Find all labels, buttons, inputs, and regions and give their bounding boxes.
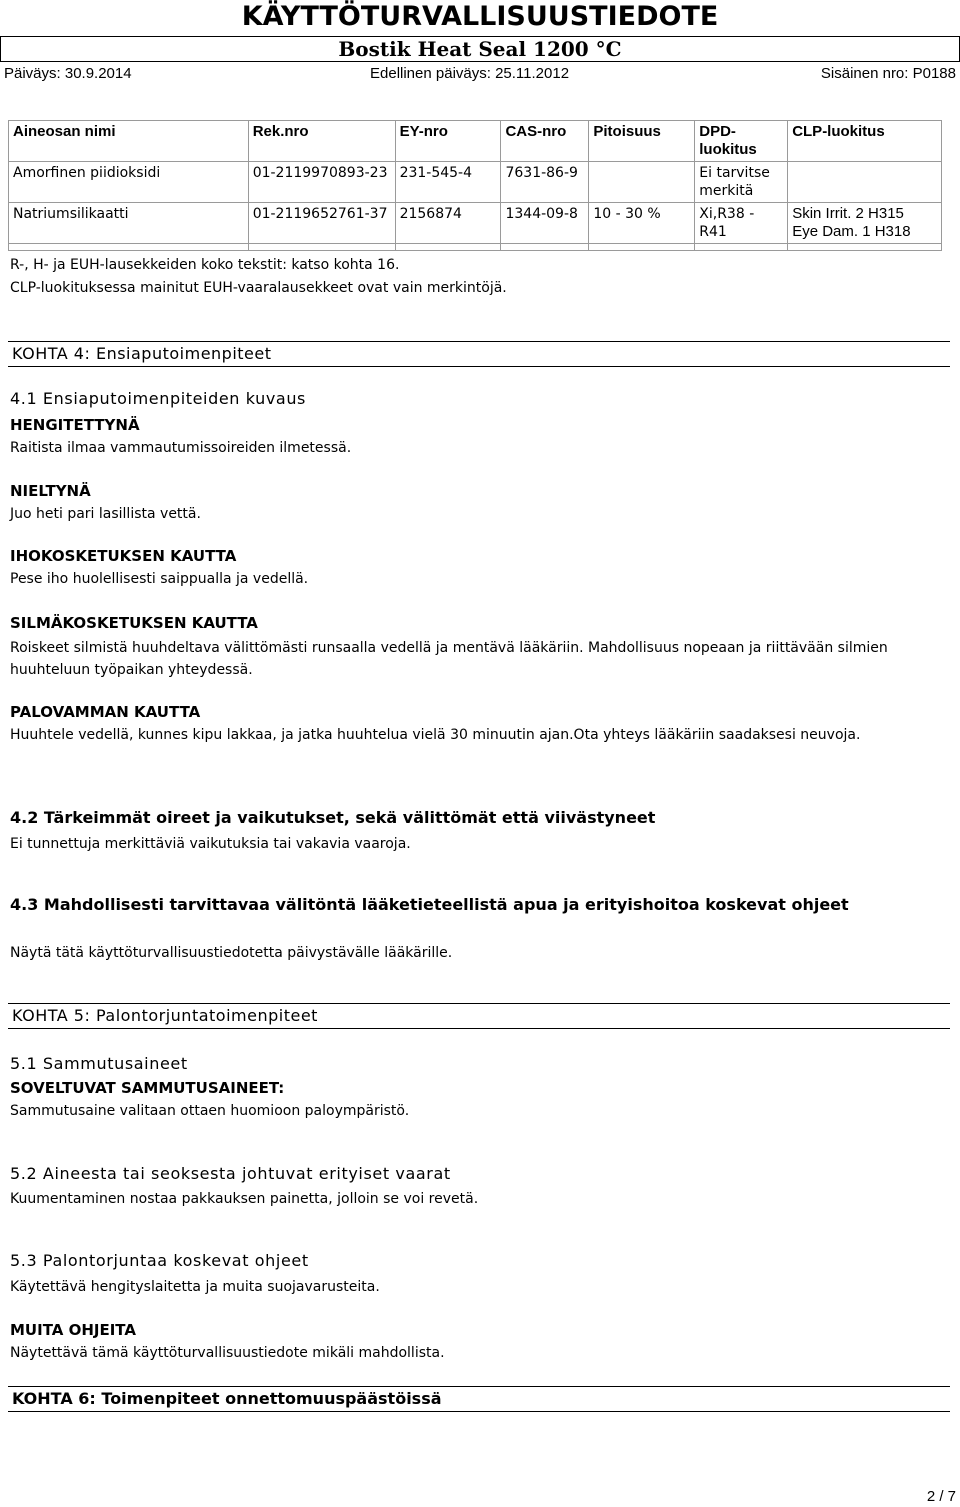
- column-header: DPD-luokitus: [695, 121, 788, 162]
- burn-text: Huuhtele vedellä, kunnes kipu lakkaa, ja jatka huuhtelua vielä 30 minuutin ajan.Ota yhteys lääkäriin saadaksesi neuvoja.: [10, 727, 861, 743]
- column-header: CLP-luokitus: [788, 121, 942, 162]
- document-title: KÄYTTÖTURVALLISUUSTIEDOTE: [241, 1, 719, 32]
- product-name: Bostik Heat Seal 1200 °C: [0, 36, 960, 62]
- skin-contact-label: IHOKOSKETUKSEN KAUTTA: [10, 547, 237, 565]
- section-5-heading: KOHTA 5: Palontorjuntatoimenpiteet: [8, 1003, 950, 1029]
- ingestion-text: Juo heti pari lasillista vettä.: [10, 506, 201, 522]
- subsection-5-2: 5.2 Aineesta tai seoksesta johtuvat erityiset vaarat: [10, 1164, 451, 1183]
- extinguishing-media-label: SOVELTUVAT SAMMUTUSAINEET:: [10, 1079, 285, 1097]
- section-6-heading: KOHTA 6: Toimenpiteet onnettomuuspäästöissä: [8, 1386, 950, 1412]
- dpd-classification: Ei tarvitse merkitä: [695, 162, 788, 203]
- subsection-4-3-text: Näytä tätä käyttöturvallisuustiedotetta päivystävälle lääkärille.: [10, 945, 453, 961]
- column-header: CAS-nro: [501, 121, 589, 162]
- ingestion-label: NIELTYNÄ: [10, 482, 91, 500]
- note-clp: CLP-luokituksessa mainitut EUH-vaaralausekkeet ovat vain merkintöjä.: [10, 280, 507, 296]
- concentration: [589, 162, 695, 203]
- table-row: [9, 162, 942, 203]
- clp-classification: [788, 162, 942, 203]
- subsection-5-3-text: Käytettävä hengityslaitetta ja muita suojavarusteita.: [10, 1279, 380, 1295]
- subsection-4-2-text: Ei tunnettuja merkittäviä vaikutuksia tai vakavia vaaroja.: [10, 836, 411, 852]
- dpd-classification: Xi,R38 - R41: [695, 203, 788, 244]
- page-number: 2 / 7: [926, 1488, 956, 1505]
- table-spacer-row: [9, 244, 942, 251]
- subsection-4-1: 4.1 Ensiaputoimenpiteiden kuvaus: [10, 389, 306, 408]
- eye-contact-text: Roiskeet silmistä huuhdeltava välittömästi runsaalla vedellä ja mentävä lääkäriin. Mahdollisuus nopeaan ja riittävään silmien huuhteluun työpaikan yhteydessä.: [10, 640, 888, 678]
- ingredient-name: Natriumsilikaatti: [9, 203, 249, 244]
- eye-contact-label: SILMÄKOSKETUKSEN KAUTTA: [10, 614, 258, 632]
- skin-contact-text: Pese iho huolellisesti saippualla ja vedellä.: [10, 571, 309, 587]
- table-row: [9, 203, 942, 244]
- cas-number: 7631-86-9: [501, 162, 589, 203]
- subsection-4-3: 4.3 Mahdollisesti tarvittavaa välitöntä lääketieteellistä apua ja erityishoitoa koskevat ohjeet: [10, 895, 849, 914]
- burn-label: PALOVAMMAN KAUTTA: [10, 703, 201, 721]
- subsection-5-3: 5.3 Palontorjuntaa koskevat ohjeet: [10, 1251, 309, 1270]
- registration-number: 01-2119970893-23: [248, 162, 395, 203]
- inhalation-label: HENGITETTYNÄ: [10, 416, 140, 434]
- table-header-row: [9, 121, 942, 162]
- column-header: EY-nro: [395, 121, 501, 162]
- other-instructions-text: Näytettävä tämä käyttöturvallisuustiedote mikäli mahdollista.: [10, 1345, 445, 1361]
- column-header: Rek.nro: [248, 121, 395, 162]
- ec-number: 231-545-4: [395, 162, 501, 203]
- other-instructions-label: MUITA OHJEITA: [10, 1321, 136, 1339]
- subsection-5-1: 5.1 Sammutusaineet: [10, 1054, 188, 1073]
- note-full-texts: R-, H- ja EUH-lausekkeiden koko tekstit: katso kohta 16.: [10, 257, 400, 273]
- inhalation-text: Raitista ilmaa vammautumissoireiden ilmetessä.: [10, 440, 352, 456]
- column-header: Aineosan nimi: [9, 121, 249, 162]
- ingredients-table: [8, 120, 942, 251]
- previous-date: Edellinen päiväys: 25.11.2012: [370, 65, 570, 82]
- ec-number: 2156874: [395, 203, 501, 244]
- issue-date: Päiväys: 30.9.2014: [4, 65, 132, 82]
- subsection-5-2-text: Kuumentaminen nostaa pakkauksen painetta, jolloin se voi revetä.: [10, 1191, 479, 1207]
- registration-number: 01-2119652761-37: [248, 203, 395, 244]
- concentration: 10 - 30 %: [589, 203, 695, 244]
- section-4-heading: KOHTA 4: Ensiaputoimenpiteet: [8, 341, 950, 367]
- clp-classification: Skin Irrit. 2 H315 Eye Dam. 1 H318: [788, 203, 942, 244]
- extinguishing-media-text: Sammutusaine valitaan ottaen huomioon paloympäristö.: [10, 1103, 410, 1119]
- ingredient-name: Amorfinen piidioksidi: [9, 162, 249, 203]
- column-header: Pitoisuus: [589, 121, 695, 162]
- internal-number: Sisäinen nro: P0188: [820, 65, 956, 82]
- cas-number: 1344-09-8: [501, 203, 589, 244]
- document-meta: [0, 64, 960, 84]
- subsection-4-2: 4.2 Tärkeimmät oireet ja vaikutukset, sekä välittömät että viivästyneet: [10, 808, 656, 827]
